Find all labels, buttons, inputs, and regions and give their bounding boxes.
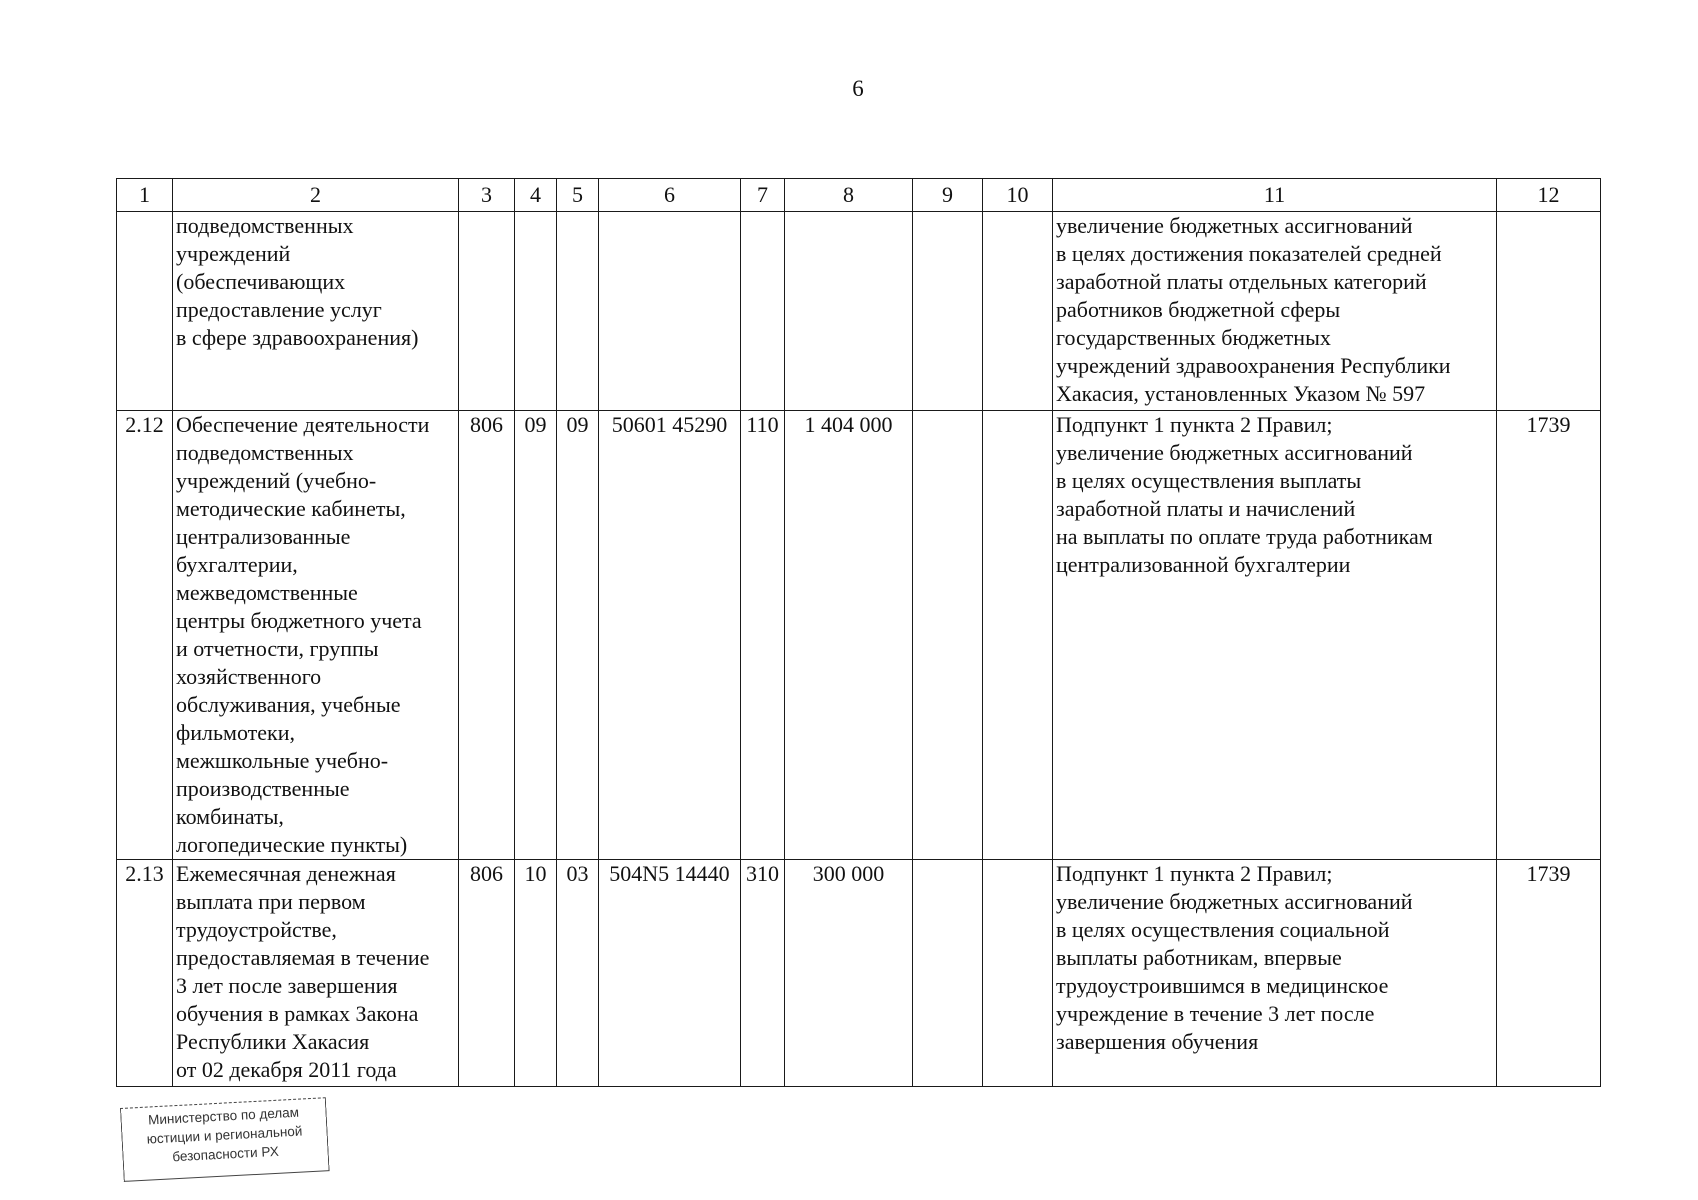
col-12-cell: 1739 (1497, 860, 1601, 1087)
subsection-code: 09 (557, 411, 599, 860)
expense-name: Ежемесячная денежная выплата при первом трудоустройстве, предоставляемая в течение 3 лет после завершения обучения в рамках Закона Республики Хакасия от 02 декабря 2011 года (173, 860, 459, 1087)
col-12-cell (1497, 212, 1601, 411)
col-12-cell: 1739 (1497, 411, 1601, 860)
table-row (117, 411, 1601, 860)
row-number (117, 212, 173, 411)
amount (785, 212, 913, 411)
header-col-8: 8 (785, 179, 913, 212)
header-col-12: 12 (1497, 179, 1601, 212)
ministry-stamp: Министерство по делам юстиции и региональной безопасности РХ (120, 1097, 330, 1182)
page-number: 6 (852, 76, 864, 101)
justification: увеличение бюджетных ассигнований в целях достижения показателей средней заработной платы отдельных категорий работников бюджетной сферы государственных бюджетных учреждений здравоохранения Республики Хакасия, установленных Указом № 597 (1053, 212, 1497, 411)
table-row (117, 212, 1601, 411)
header-col-4: 4 (515, 179, 557, 212)
header-col-10: 10 (983, 179, 1053, 212)
target-article-code (599, 212, 741, 411)
expense-type-code: 110 (741, 411, 785, 860)
header-col-5: 5 (557, 179, 599, 212)
section-code (515, 212, 557, 411)
amount: 300 000 (785, 860, 913, 1087)
ministry-code (459, 212, 515, 411)
row-number: 2.12 (117, 411, 173, 860)
header-col-2: 2 (173, 179, 459, 212)
col-10-cell (983, 212, 1053, 411)
table-row (117, 860, 1601, 1087)
ministry-code: 806 (459, 411, 515, 860)
expense-name: Обеспечение деятельности подведомственных учреждений (учебно- методические кабинеты, централизованные бухгалтерии, межведомственные центры бюджетного учета и отчетности, группы хозяйственного обслуживания, учебные фильмотеки, межшкольные учебно- производственные комбинаты, логопедические пункты) (173, 411, 459, 860)
header-col-7: 7 (741, 179, 785, 212)
col-10-cell (983, 860, 1053, 1087)
subsection-code (557, 212, 599, 411)
section-code: 09 (515, 411, 557, 860)
expense-type-code (741, 212, 785, 411)
justification: Подпункт 1 пункта 2 Правил; увеличение бюджетных ассигнований в целях осуществления выплаты заработной платы и начислений на выплаты по оплате труда работникам централизованной бухгалтерии (1053, 411, 1497, 860)
col-9-cell (913, 212, 983, 411)
row-number: 2.13 (117, 860, 173, 1087)
budget-table (116, 178, 1601, 1087)
expense-type-code: 310 (741, 860, 785, 1087)
col-10-cell (983, 411, 1053, 860)
header-col-3: 3 (459, 179, 515, 212)
header-row (117, 179, 1601, 212)
header-col-11: 11 (1053, 179, 1497, 212)
target-article-code: 50601 45290 (599, 411, 741, 860)
justification: Подпункт 1 пункта 2 Правил; увеличение бюджетных ассигнований в целях осуществления социальной выплаты работникам, впервые трудоустроившимся в медицинское учреждение в течение 3 лет после завершения обучения (1053, 860, 1497, 1087)
subsection-code: 03 (557, 860, 599, 1087)
header-col-6: 6 (599, 179, 741, 212)
section-code: 10 (515, 860, 557, 1087)
amount: 1 404 000 (785, 411, 913, 860)
col-9-cell (913, 411, 983, 860)
expense-name: подведомственных учреждений (обеспечивающих предоставление услуг в сфере здравоохранения) (173, 212, 459, 411)
header-col-1: 1 (117, 179, 173, 212)
ministry-code: 806 (459, 860, 515, 1087)
col-9-cell (913, 860, 983, 1087)
header-col-9: 9 (913, 179, 983, 212)
target-article-code: 504N5 14440 (599, 860, 741, 1087)
